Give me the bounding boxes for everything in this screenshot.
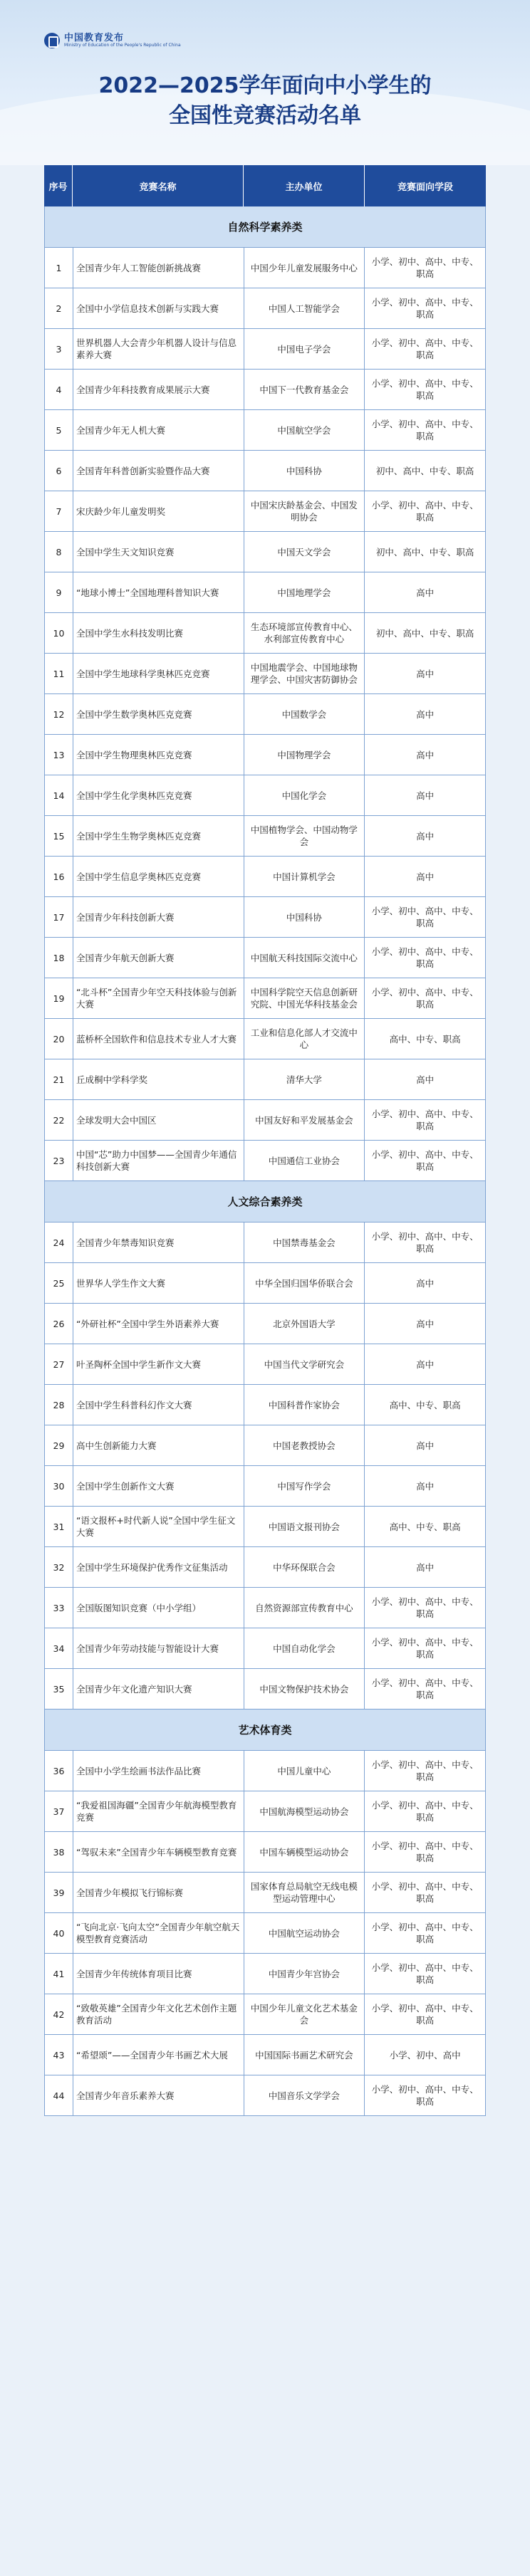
row-index: 25 (45, 1263, 73, 1303)
organizer: 国家体育总局航空无线电模型运动管理中心 (244, 1873, 365, 1912)
target-level: 小学、初中、高中、中专、职高 (365, 1954, 486, 1994)
table-row (44, 2075, 486, 2116)
target-level: 小学、初中、高中、中专、职高 (365, 410, 486, 450)
organizer: 中国下一代教育基金会 (244, 370, 365, 409)
organizer: 中国老教授协会 (244, 1425, 365, 1465)
competition-name: 全国青少年科技创新大赛 (73, 897, 244, 937)
target-level: 高中 (365, 1344, 486, 1384)
target-level: 高中 (365, 1425, 486, 1465)
organizer: 中国青少年宫协会 (244, 1954, 365, 1994)
target-level: 高中 (365, 735, 486, 775)
table-row (44, 1791, 486, 1832)
row-index: 21 (45, 1059, 73, 1099)
row-index: 41 (45, 1954, 73, 1994)
organizer: 清华大学 (244, 1059, 365, 1099)
row-index: 33 (45, 1588, 73, 1628)
row-index: 31 (45, 1507, 73, 1546)
table-row (44, 694, 486, 735)
organizer: 北京外国语大学 (244, 1304, 365, 1344)
title-line-2: 全国性竞赛活动名单 (169, 103, 361, 128)
table-row (44, 1507, 486, 1547)
competition-name: 世界华人学生作文大赛 (73, 1263, 244, 1303)
target-level: 小学、初中、高中、中专、职高 (365, 978, 486, 1018)
competition-name: 全国青少年科技教育成果展示大赛 (73, 370, 244, 409)
organizer: 中国地理学会 (244, 572, 365, 612)
organizer: 中国国际书画艺术研究会 (244, 2035, 365, 2075)
organizer: 中国计算机学会 (244, 857, 365, 896)
organizer: 中国天文学会 (244, 532, 365, 572)
row-index: 42 (45, 1994, 73, 2034)
row-index: 10 (45, 613, 73, 653)
competition-name: 中国“芯”助力中国梦——全国青少年通信科技创新大赛 (73, 1141, 244, 1180)
target-level: 小学、初中、高中、中专、职高 (365, 1751, 486, 1791)
table-row (44, 1019, 486, 1059)
table-row (44, 532, 486, 572)
table-row (44, 857, 486, 897)
competition-name: 全国中学生信息学奥林匹克竞赛 (73, 857, 244, 896)
target-level: 高中、中专、职高 (365, 1019, 486, 1059)
organizer: 中国音乐文学学会 (244, 2075, 365, 2115)
target-level: 小学、初中、高中、中专、职高 (365, 897, 486, 937)
competition-table (44, 165, 486, 2116)
organizer: 中国写作学会 (244, 1466, 365, 1506)
organizer: 中国科协 (244, 451, 365, 491)
organizer: 工业和信息化部人才交流中心 (244, 1019, 365, 1059)
organizer: 中国航天科技国际交流中心 (244, 938, 365, 978)
header-name: 竞赛名称 (73, 165, 244, 206)
competition-name: 全国中学生天文知识竞赛 (73, 532, 244, 572)
table-row (44, 654, 486, 694)
target-level: 初中、高中、中专、职高 (365, 613, 486, 653)
competition-name: “希望颂”——全国青少年书画艺术大展 (73, 2035, 244, 2075)
target-level: 高中 (365, 572, 486, 612)
moe-logo (44, 33, 181, 48)
competition-name: 全国中学生生物学奥林匹克竞赛 (73, 816, 244, 856)
competition-name: 全球发明大会中国区 (73, 1100, 244, 1140)
competition-name: 全国中学生科普科幻作文大赛 (73, 1385, 244, 1425)
competition-name: 全国中学生化学奥林匹克竞赛 (73, 775, 244, 815)
row-index: 11 (45, 654, 73, 693)
table-row (44, 1263, 486, 1304)
competition-name: 全国青少年劳动技能与智能设计大赛 (73, 1628, 244, 1668)
row-index: 36 (45, 1751, 73, 1791)
target-level: 小学、初中、高中、中专、职高 (365, 2075, 486, 2115)
table-row (44, 613, 486, 654)
organizer: 中华全国归国华侨联合会 (244, 1263, 365, 1303)
competition-name: 全国青年科普创新实验暨作品大赛 (73, 451, 244, 491)
table-row (44, 816, 486, 857)
target-level: 高中、中专、职高 (365, 1385, 486, 1425)
target-level: 初中、高中、中专、职高 (365, 451, 486, 491)
competition-name: 全国中小学生绘画书法作品比赛 (73, 1751, 244, 1791)
row-index: 2 (45, 288, 73, 328)
competition-name: 宋庆龄少年儿童发明奖 (73, 491, 244, 531)
row-index: 29 (45, 1425, 73, 1465)
organizer: 中国语文报刊协会 (244, 1507, 365, 1546)
table-row (44, 1141, 486, 1181)
target-level: 小学、初中、高中、中专、职高 (365, 938, 486, 978)
competition-name: 全国青少年航天创新大赛 (73, 938, 244, 978)
row-index: 38 (45, 1832, 73, 1872)
row-index: 22 (45, 1100, 73, 1140)
organizer: 中国当代文学研究会 (244, 1344, 365, 1384)
page-header (0, 0, 530, 165)
table-row (44, 491, 486, 532)
section-header: 自然科学素养类 (44, 206, 486, 248)
row-index: 1 (45, 248, 73, 288)
logo-subtitle: Ministry of Education of the People's Republic of China (64, 42, 181, 48)
row-index: 34 (45, 1628, 73, 1668)
header-index: 序号 (44, 165, 73, 206)
target-level: 高中 (365, 857, 486, 896)
target-level: 小学、初中、高中、中专、职高 (365, 1100, 486, 1140)
table-row (44, 329, 486, 370)
table-row (44, 1913, 486, 1954)
row-index: 40 (45, 1913, 73, 1953)
row-index: 30 (45, 1466, 73, 1506)
competition-name: 全国中学生地球科学奥林匹克竞赛 (73, 654, 244, 693)
row-index: 8 (45, 532, 73, 572)
header-level: 竞赛面向学段 (397, 182, 453, 193)
organizer: 中华环保联合会 (244, 1547, 365, 1587)
organizer: 中国宋庆龄基金会、中国发明协会 (244, 491, 365, 531)
table-row (44, 1751, 486, 1791)
target-level: 高中 (365, 1547, 486, 1587)
table-row (44, 1588, 486, 1628)
organizer: 中国人工智能学会 (244, 288, 365, 328)
organizer: 中国儿童中心 (244, 1751, 365, 1791)
competition-name: 蓝桥杯全国软件和信息技术专业人才大赛 (73, 1019, 244, 1059)
competition-name: 全国中学生创新作文大赛 (73, 1466, 244, 1506)
table-row (44, 1873, 486, 1913)
row-index: 24 (45, 1222, 73, 1262)
table-row (44, 410, 486, 451)
table-row (44, 1547, 486, 1588)
table-row (44, 451, 486, 491)
table-row (44, 1100, 486, 1141)
table-row (44, 1304, 486, 1344)
organizer: 中国禁毒基金会 (244, 1222, 365, 1262)
target-level: 高中 (365, 816, 486, 856)
competition-name: 全国青少年无人机大赛 (73, 410, 244, 450)
target-level: 小学、初中、高中、中专、职高 (365, 1141, 486, 1180)
table-row (44, 1954, 486, 1994)
organizer: 中国航空运动协会 (244, 1913, 365, 1953)
target-level: 小学、初中、高中、中专、职高 (365, 370, 486, 409)
row-index: 9 (45, 572, 73, 612)
target-level: 小学、初中、高中、中专、职高 (365, 288, 486, 328)
competition-name: 叶圣陶杯全国中学生新作文大赛 (73, 1344, 244, 1384)
organizer: 生态环境部宣传教育中心、水利部宣传教育中心 (244, 613, 365, 653)
target-level: 高中 (365, 1059, 486, 1099)
target-level: 小学、初中、高中、中专、职高 (365, 1832, 486, 1872)
competition-name: 全国中学生环境保护优秀作文征集活动 (73, 1547, 244, 1587)
competition-name: “致敬英雄”全国青少年文化艺术创作主题教育活动 (73, 1994, 244, 2034)
competition-name: 高中生创新能力大赛 (73, 1425, 244, 1465)
organizer: 中国少年儿童发展服务中心 (244, 248, 365, 288)
row-index: 3 (45, 329, 73, 369)
table-row (44, 735, 486, 775)
competition-name: 全国中学生水科技发明比赛 (73, 613, 244, 653)
row-index: 35 (45, 1669, 73, 1709)
competition-name: 全国版图知识竞赛（中小学组） (73, 1588, 244, 1628)
row-index: 43 (45, 2035, 73, 2075)
target-level: 初中、高中、中专、职高 (365, 532, 486, 572)
row-index: 17 (45, 897, 73, 937)
row-index: 6 (45, 451, 73, 491)
table-header (44, 165, 486, 206)
row-index: 13 (45, 735, 73, 775)
organizer: 自然资源部宣传教育中心 (244, 1588, 365, 1628)
section-header: 人文综合素养类 (44, 1181, 486, 1222)
target-level: 高中 (365, 1466, 486, 1506)
target-level: 小学、初中、高中、中专、职高 (365, 1913, 486, 1953)
row-index: 4 (45, 370, 73, 409)
competition-name: 全国中学生数学奥林匹克竞赛 (73, 694, 244, 734)
target-level: 高中 (365, 1304, 486, 1344)
table-row (44, 248, 486, 288)
target-level: 小学、初中、高中、中专、职高 (365, 1873, 486, 1912)
row-index: 44 (45, 2075, 73, 2115)
competition-name: 丘成桐中学科学奖 (73, 1059, 244, 1099)
row-index: 39 (45, 1873, 73, 1912)
organizer: 中国航空学会 (244, 410, 365, 450)
table-row (44, 1344, 486, 1385)
table-row (44, 288, 486, 329)
competition-name: 全国青少年模拟飞行锦标赛 (73, 1873, 244, 1912)
table-row (44, 2035, 486, 2075)
competition-name: 全国中学生物理奥林匹克竞赛 (73, 735, 244, 775)
organizer: 中国地震学会、中国地球物理学会、中国灾害防御协会 (244, 654, 365, 693)
competition-name: “驾驭未来”全国青少年车辆模型教育竞赛 (73, 1832, 244, 1872)
table-row (44, 1994, 486, 2035)
row-index: 23 (45, 1141, 73, 1180)
row-index: 5 (45, 410, 73, 450)
table-row (44, 897, 486, 938)
target-level: 小学、初中、高中、中专、职高 (365, 1588, 486, 1628)
competition-name: “地球小博士”全国地理科普知识大赛 (73, 572, 244, 612)
organizer: 中国通信工业协会 (244, 1141, 365, 1180)
moe-emblem-icon (44, 33, 60, 48)
organizer: 中国植物学会、中国动物学会 (244, 816, 365, 856)
target-level: 小学、初中、高中、中专、职高 (365, 329, 486, 369)
target-level: 小学、初中、高中、中专、职高 (365, 1994, 486, 2034)
row-index: 26 (45, 1304, 73, 1344)
table-row (44, 978, 486, 1019)
row-index: 16 (45, 857, 73, 896)
header-organizer: 主办单位 (244, 165, 365, 206)
row-index: 20 (45, 1019, 73, 1059)
target-level: 小学、初中、高中、中专、职高 (365, 1669, 486, 1709)
row-index: 28 (45, 1385, 73, 1425)
target-level: 小学、初中、高中、中专、职高 (365, 1628, 486, 1668)
page-title (0, 71, 530, 131)
organizer: 中国少年儿童文化艺术基金会 (244, 1994, 365, 2034)
table-body (44, 206, 486, 2116)
competition-name: 全国青少年文化遗产知识大赛 (73, 1669, 244, 1709)
row-index: 7 (45, 491, 73, 531)
row-index: 18 (45, 938, 73, 978)
organizer: 中国友好和平发展基金会 (244, 1100, 365, 1140)
target-level: 高中 (365, 1263, 486, 1303)
organizer: 中国化学会 (244, 775, 365, 815)
organizer: 中国科普作家协会 (244, 1385, 365, 1425)
table-row (44, 370, 486, 410)
table-row (44, 1466, 486, 1507)
table-row (44, 572, 486, 613)
organizer: 中国自动化学会 (244, 1628, 365, 1668)
table-row (44, 1832, 486, 1873)
competition-name: “我爱祖国海疆”全国青少年航海模型教育竞赛 (73, 1791, 244, 1831)
competition-name: 全国青少年人工智能创新挑战赛 (73, 248, 244, 288)
competition-name: “北斗杯”全国青少年空天科技体验与创新大赛 (73, 978, 244, 1018)
table-row (44, 775, 486, 816)
table-row (44, 1669, 486, 1710)
table-row (44, 1425, 486, 1466)
row-index: 32 (45, 1547, 73, 1587)
target-level: 小学、初中、高中、中专、职高 (365, 491, 486, 531)
row-index: 27 (45, 1344, 73, 1384)
competition-name: 全国青少年传统体育项目比赛 (73, 1954, 244, 1994)
competition-name: “飞向北京·飞向太空”全国青少年航空航天模型教育竞赛活动 (73, 1913, 244, 1953)
target-level: 小学、初中、高中、中专、职高 (365, 1791, 486, 1831)
competition-name: 世界机器人大会青少年机器人设计与信息素养大赛 (73, 329, 244, 369)
organizer: 中国车辆模型运动协会 (244, 1832, 365, 1872)
competition-name: 全国青少年禁毒知识竞赛 (73, 1222, 244, 1262)
row-index: 12 (45, 694, 73, 734)
target-level: 高中 (365, 775, 486, 815)
organizer: 中国电子学会 (244, 329, 365, 369)
target-level: 高中 (365, 654, 486, 693)
target-level: 小学、初中、高中 (365, 2035, 486, 2075)
competition-name: “语文报杯+时代新人说”全国中学生征文大赛 (73, 1507, 244, 1546)
row-index: 14 (45, 775, 73, 815)
organizer: 中国科协 (244, 897, 365, 937)
table-row (44, 1385, 486, 1425)
target-level: 高中 (365, 694, 486, 734)
competition-name: 全国中小学信息技术创新与实践大赛 (73, 288, 244, 328)
row-index: 15 (45, 816, 73, 856)
organizer: 中国科学院空天信息创新研究院、中国光华科技基金会 (244, 978, 365, 1018)
row-index: 19 (45, 978, 73, 1018)
table-row (44, 1059, 486, 1100)
target-level: 高中、中专、职高 (365, 1507, 486, 1546)
competition-name: “外研社杯”全国中学生外语素养大赛 (73, 1304, 244, 1344)
organizer: 中国数学会 (244, 694, 365, 734)
table-row (44, 1628, 486, 1669)
organizer: 中国航海模型运动协会 (244, 1791, 365, 1831)
organizer: 中国物理学会 (244, 735, 365, 775)
title-line-1: 2022—2025学年面向中小学生的 (98, 73, 432, 98)
section-header: 艺术体育类 (44, 1710, 486, 1751)
table-row (44, 938, 486, 978)
logo-title: 中国教育发布 (64, 33, 125, 44)
row-index: 37 (45, 1791, 73, 1831)
organizer: 中国文物保护技术协会 (244, 1669, 365, 1709)
target-level: 小学、初中、高中、中专、职高 (365, 248, 486, 288)
target-level: 小学、初中、高中、中专、职高 (365, 1222, 486, 1262)
table-row (44, 1222, 486, 1263)
competition-name: 全国青少年音乐素养大赛 (73, 2075, 244, 2115)
